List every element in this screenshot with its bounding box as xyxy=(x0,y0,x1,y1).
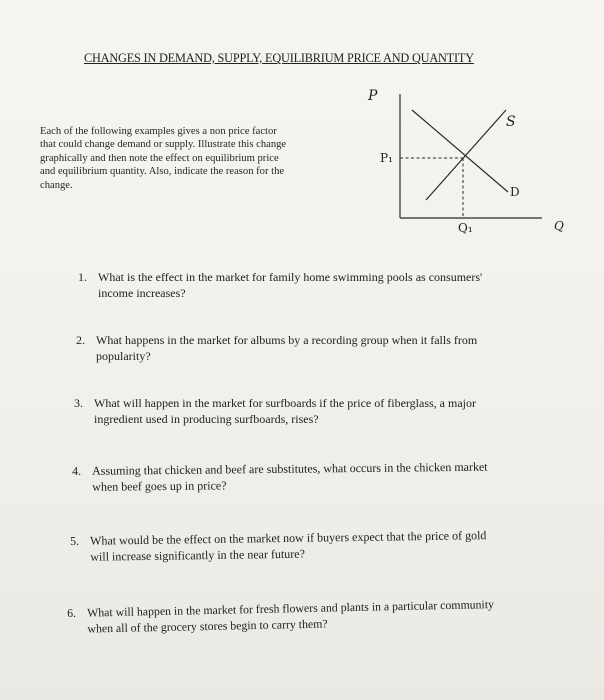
supply-demand-graph xyxy=(360,80,580,240)
supply-label: S xyxy=(506,114,516,130)
question-number: 1. xyxy=(78,270,87,284)
question-text-continued: ingredient used in producing surfboards, rises? xyxy=(94,411,319,426)
question-text-continued: income increases? xyxy=(98,285,186,300)
instructions-paragraph xyxy=(40,125,370,192)
demand-curve xyxy=(412,110,508,192)
question-text: What will happen in the market for surfboards if the price of fiberglass, a major xyxy=(94,396,476,410)
question-text-continued: will increase significantly in the near future? xyxy=(90,546,305,564)
supply-curve xyxy=(426,110,506,200)
question-text-continued: when beef goes up in price? xyxy=(92,477,227,494)
instructions-line: Each of the following examples gives a non price factor xyxy=(40,126,277,137)
question-number: 3. xyxy=(74,396,83,410)
question-text: Assuming that chicken and beef are substitutes, what occurs in the chicken market xyxy=(91,459,488,478)
question-6 xyxy=(67,597,494,637)
question-text: What will happen in the market for fresh flowers and plants in a particular community xyxy=(86,597,495,620)
question-number: 4. xyxy=(72,463,82,478)
question-text-continued: when all of the grocery stores begin to carry them? xyxy=(87,616,328,636)
question-text: What happens in the market for albums by a recording group when it falls from xyxy=(96,333,478,347)
question-3 xyxy=(74,396,476,427)
question-number: 6. xyxy=(67,605,77,620)
price-label: P₁ xyxy=(380,151,393,165)
page-title: CHANGES IN DEMAND, SUPPLY, EQUILIBRIUM PRICE AND QUANTITY xyxy=(84,51,474,65)
quantity-axis-label: Q xyxy=(554,219,564,233)
question-number: 5. xyxy=(70,533,80,548)
question-4 xyxy=(72,460,488,495)
question-text: What would be the effect on the market now if buyers expect that the price of gold xyxy=(89,528,487,548)
question-text-continued: popularity? xyxy=(96,348,151,363)
instructions-line: graphically and then note the effect on equilibrium price xyxy=(40,152,279,164)
quantity-label: Q₁ xyxy=(458,221,473,235)
price-axis-label: P xyxy=(368,88,378,104)
demand-label: D xyxy=(510,185,520,199)
instructions-line: change. xyxy=(40,179,73,191)
instructions-line: that could change demand or supply. Illustrate this change xyxy=(40,139,287,151)
instructions-line: and equilibrium quantity. Also, indicate the reason for the xyxy=(40,166,285,178)
question-text: What is the effect in the market for family home swimming pools as consumers' xyxy=(98,270,483,284)
question-2 xyxy=(76,333,477,364)
question-1 xyxy=(78,270,482,301)
question-number: 2. xyxy=(76,333,85,347)
question-5 xyxy=(70,528,487,565)
